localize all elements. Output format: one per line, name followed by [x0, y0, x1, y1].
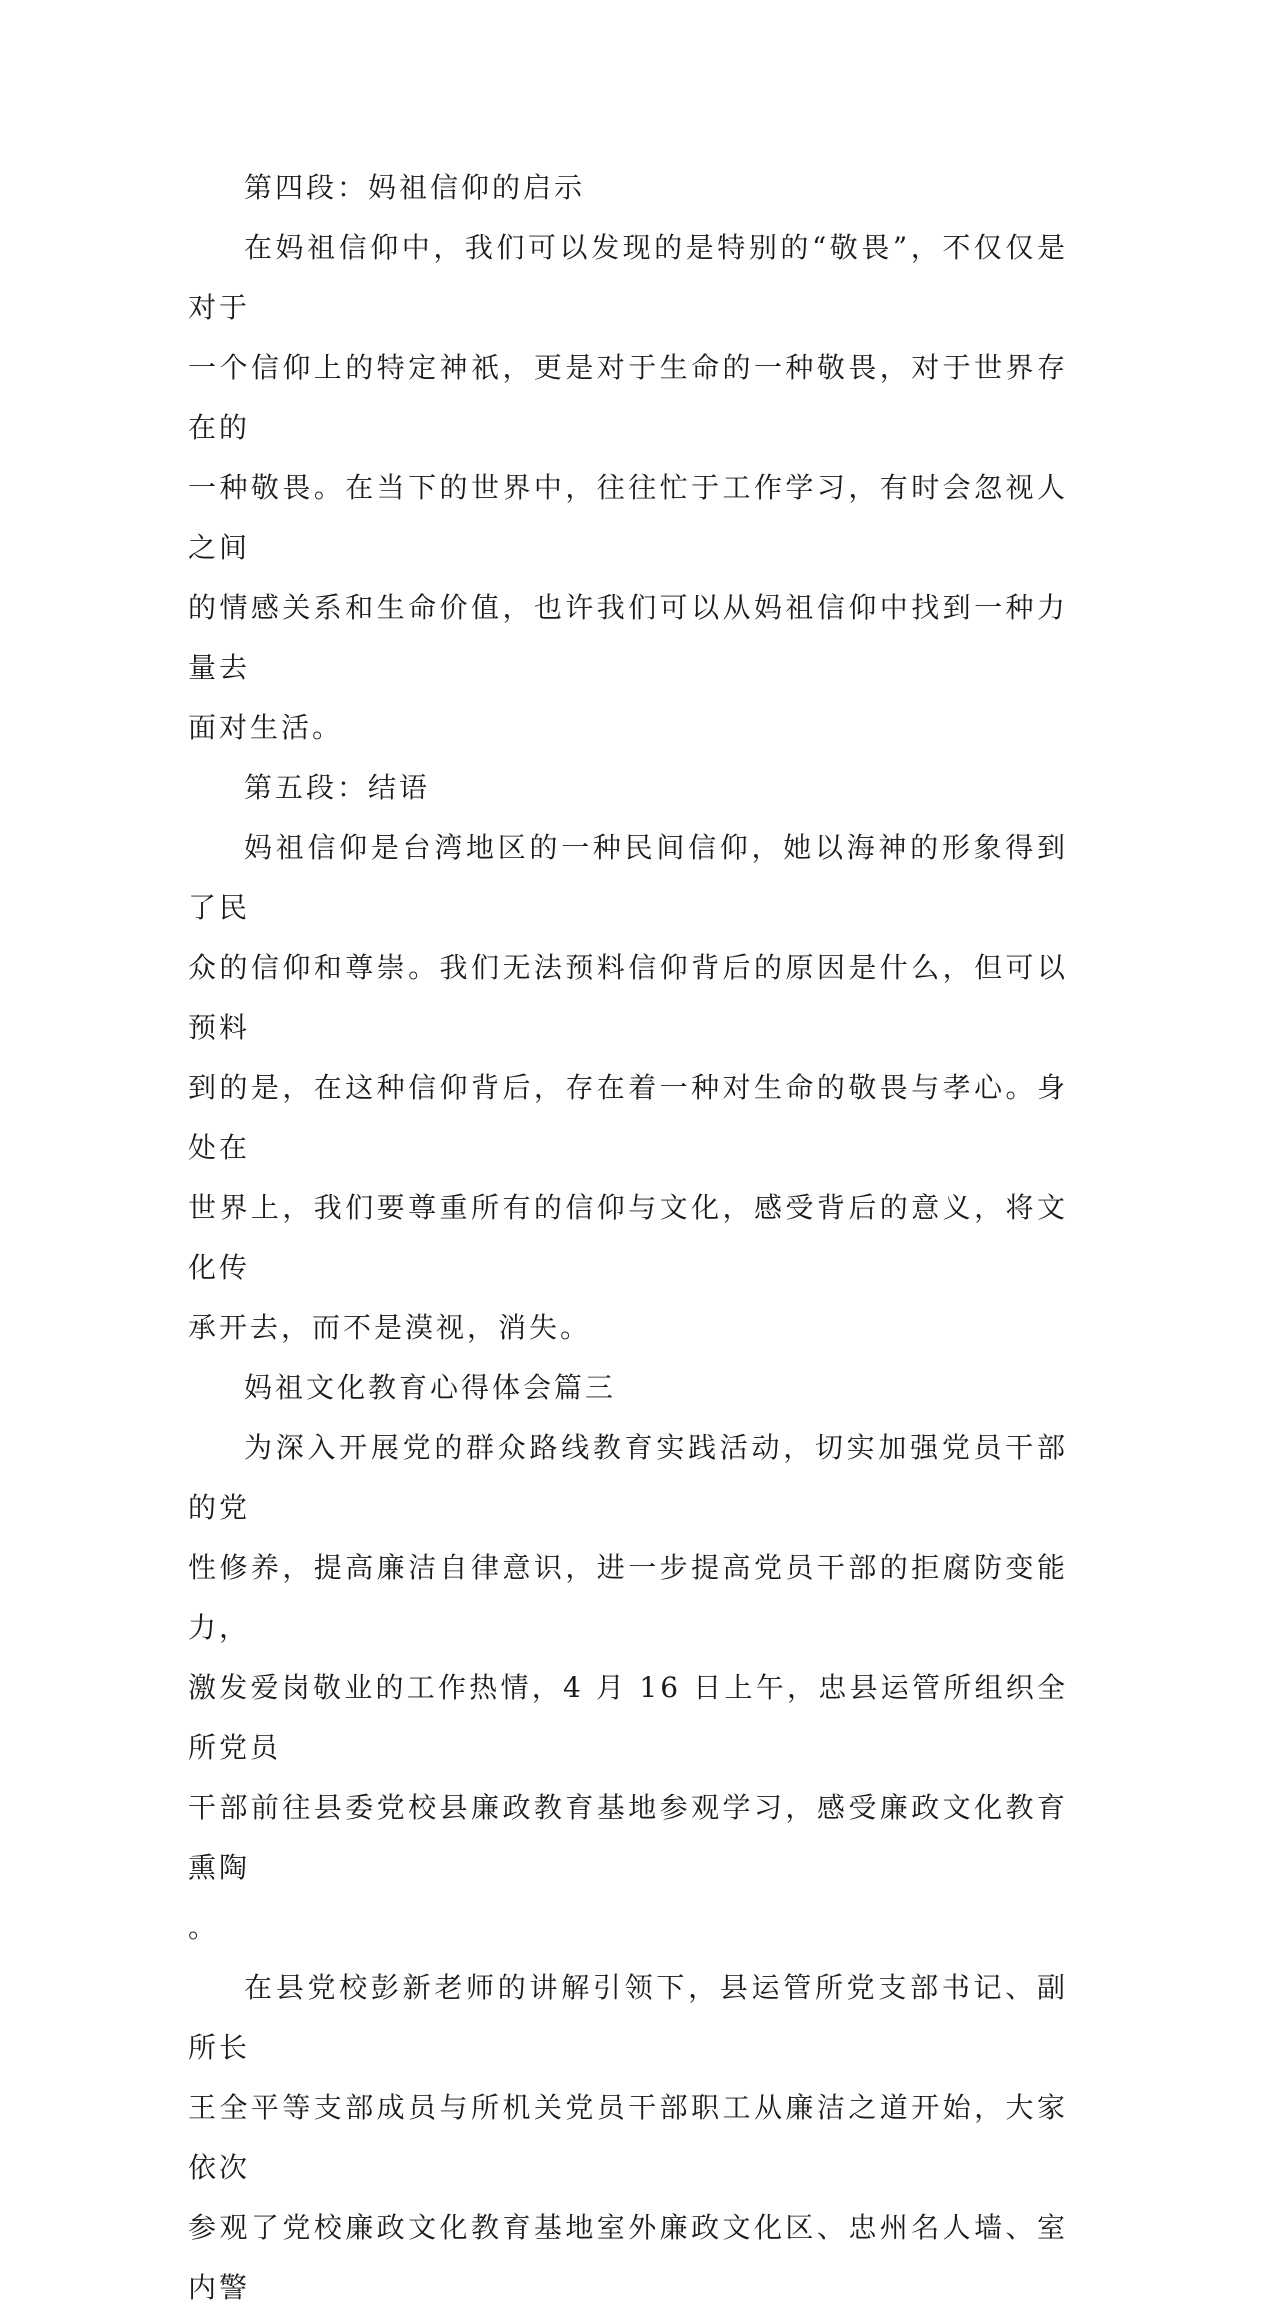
paragraph-line: 为深入开展党的群众路线教育实践活动，切实加强党员干部的党: [188, 1431, 1068, 1524]
paragraph-line: 一种敬畏。在当下的世界中，往往忙于工作学习，有时会忽视人之间: [188, 471, 1068, 564]
paragraph-line: 在妈祖信仰中，我们可以发现的是特别的“敬畏”，不仅仅是对于: [188, 231, 1068, 324]
document-body: [188, 158, 1068, 2318]
paragraph-line: 妈祖信仰是台湾地区的一种民间信仰，她以海神的形象得到了民: [188, 831, 1068, 924]
paragraph-line: 性修养，提高廉洁自律意识，进一步提高党员干部的拒腐防变能力，: [188, 1551, 1068, 1644]
paragraph-line: 参观了党校廉政文化教育基地室外廉政文化区、忠州名人墙、室内警: [188, 2211, 1068, 2304]
paragraph-line: 在县党校彭新老师的讲解引领下，县运管所党支部书记、副所长: [188, 1971, 1068, 2064]
paragraph-line: 承开去，而不是漠视，消失。: [188, 1311, 592, 1344]
article-title-part-3: 妈祖文化教育心得体会篇三: [244, 1371, 617, 1404]
paragraph-line: 到的是，在这种信仰背后，存在着一种对生命的敬畏与孝心。身处在: [188, 1071, 1068, 1164]
paragraph-line: 。: [188, 1911, 220, 1944]
paragraph-line: 王全平等支部成员与所机关党员干部职工从廉洁之道开始，大家依次: [188, 2091, 1068, 2184]
paragraph-line: 世界上，我们要尊重所有的信仰与文化，感受背后的意义，将文化传: [188, 1191, 1068, 1284]
paragraph-line: 众的信仰和尊崇。我们无法预料信仰背后的原因是什么，但可以预料: [188, 951, 1068, 1044]
section-heading-4: 第四段：妈祖信仰的启示: [244, 171, 586, 204]
paragraph-line: 干部前往县委党校县廉政教育基地参观学习，感受廉政文化教育熏陶: [188, 1791, 1068, 1884]
paragraph-line: 的情感关系和生命价值，也许我们可以从妈祖信仰中找到一种力量去: [188, 591, 1068, 684]
paragraph-line: 面对生活。: [188, 711, 344, 744]
paragraph-line: 一个信仰上的特定神祇，更是对于生命的一种敬畏，对于世界存在的: [188, 351, 1068, 444]
section-heading-5: 第五段：结语: [244, 771, 431, 804]
paragraph-line: 激发爱岗敬业的工作热情，4 月 16 日上午，忠县运管所组织全所党员: [188, 1671, 1068, 1764]
